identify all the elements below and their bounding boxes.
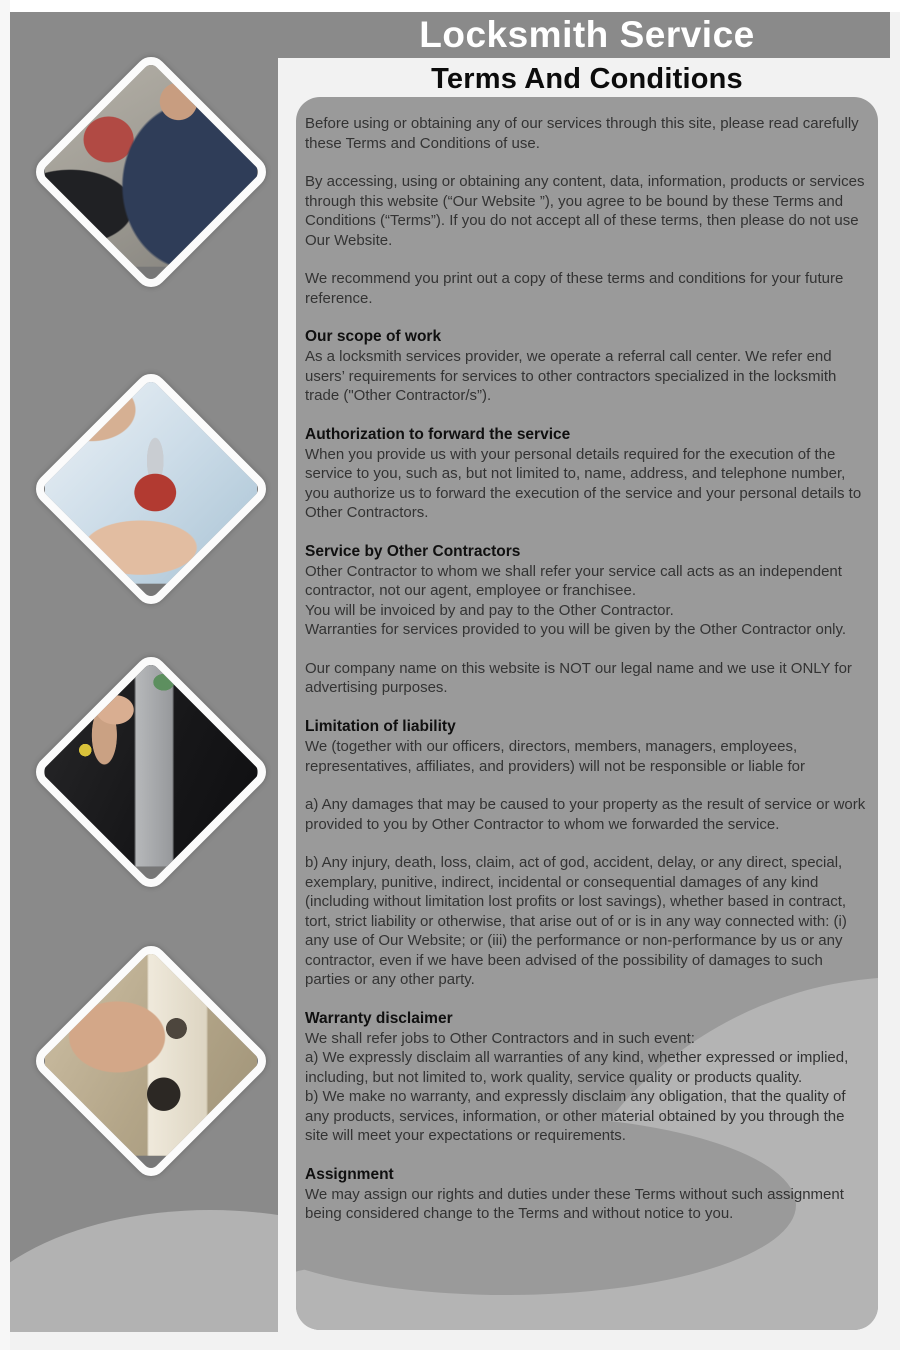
sidebar-swoosh-decoration (10, 1210, 278, 1332)
page-title: Terms And Conditions (431, 63, 743, 95)
section-heading: Authorization to forward the service (305, 425, 571, 443)
section-paragraph: We recommend you print out a copy of these terms and conditions for your future reference. (305, 270, 844, 307)
section-heading: Service by Other Contractors (305, 542, 521, 560)
section-paragraph: As a locksmith services provider, we operate a referral call center. We refer end users’ requirements for services to other contractors specialized in the locksmith trade ("Other Contractor/s”). (305, 348, 837, 405)
terms-section-liability-item-a (305, 795, 870, 834)
terms-panel (296, 97, 878, 1330)
terms-section-authorization (305, 425, 870, 523)
terms-section-scope-of-work (305, 327, 870, 406)
terms-section-intro (305, 114, 870, 153)
section-paragraph: Warranties for services provided to you will be given by the Other Contractor only. (305, 621, 847, 639)
section-paragraph: By accessing, using or obtaining any content, data, information, products or services through this website (“Our Website ”), you agree to be bound by these Terms and Conditions (“Terms”). If you do not accept all of these terms, then please do not use Our Website. (305, 173, 865, 249)
header-bar (10, 12, 890, 58)
page-left-border (0, 0, 10, 1350)
section-heading: Assignment (305, 1165, 394, 1183)
terms-section-other-contractors (305, 542, 870, 640)
section-paragraph: Before using or obtaining any of our services through this site, please read carefully these Terms and Conditions of use. (305, 115, 859, 152)
section-paragraph: Other Contractor to whom we shall refer your service call acts as an independent contractor, not our agent, employee or franchisee. (305, 562, 842, 600)
section-paragraph: We may assign our rights and duties under these Terms without such assignment being considered change to the Terms and without notice to you. (305, 1185, 844, 1223)
section-paragraph: a) Any damages that may be caused to your property as the result of service or work provided to you by Other Contractor to whom we forwarded the service. (305, 796, 866, 833)
section-heading: Limitation of liability (305, 717, 456, 735)
section-paragraph: When you provide us with your personal details required for the execution of the service to you, such as, but not limited to, name, address, and telephone number, you authorize us to forward the execution of the service and your personal details to Other Contractors. (305, 445, 862, 522)
terms-section-assignment (305, 1165, 870, 1224)
terms-section-company-name (305, 659, 870, 698)
page-top-border (0, 0, 900, 12)
terms-section-warranty-disclaimer (305, 1009, 870, 1146)
terms-content (296, 97, 878, 1224)
section-paragraph: We shall refer jobs to Other Contractors and in such event: (305, 1029, 695, 1047)
section-paragraph: Our company name on this website is NOT our legal name and we use it ONLY for advertising purposes. (305, 659, 852, 697)
section-heading: Warranty disclaimer (305, 1009, 453, 1027)
terms-section-limitation-of-liability (305, 717, 870, 776)
section-paragraph: We (together with our officers, directors, members, managers, employees, representatives, affiliates, and providers) will not be responsible or liable for (305, 738, 805, 775)
terms-section-agreement (305, 172, 870, 250)
site-title: Locksmith Service (419, 14, 755, 55)
terms-section-print-recommendation (305, 269, 870, 308)
section-heading: Our scope of work (305, 328, 442, 345)
terms-section-liability-item-b (305, 853, 870, 990)
section-paragraph: b) Any injury, death, loss, claim, act of god, accident, delay, or any direct, special, exemplary, punitive, indirect, incidental or consequential damages of any kind (including without limitation lost profits or lost savings), whether based in contract, tort, strict liability or otherwise, that arise out of or is in any way connected with: (i) any use of Our Website; or (iii) the performance or non-performance by us or any contractor, even if we have been advised of the possibility of damages to such parties or any other party. (305, 854, 847, 989)
section-paragraph: b) We make no warranty, and expressly disclaim any obligation, that the quality of any products, services, information, or other material obtained by you through the site will meet your expectations or requirements. (305, 1088, 846, 1145)
section-paragraph: a) We expressly disclaim all warranties of any kind, whether expressed or implied, including, but not limited to, work quality, service quality or products quality. (305, 1049, 849, 1086)
section-paragraph: You will be invoiced by and pay to the Other Contractor. (305, 601, 674, 619)
